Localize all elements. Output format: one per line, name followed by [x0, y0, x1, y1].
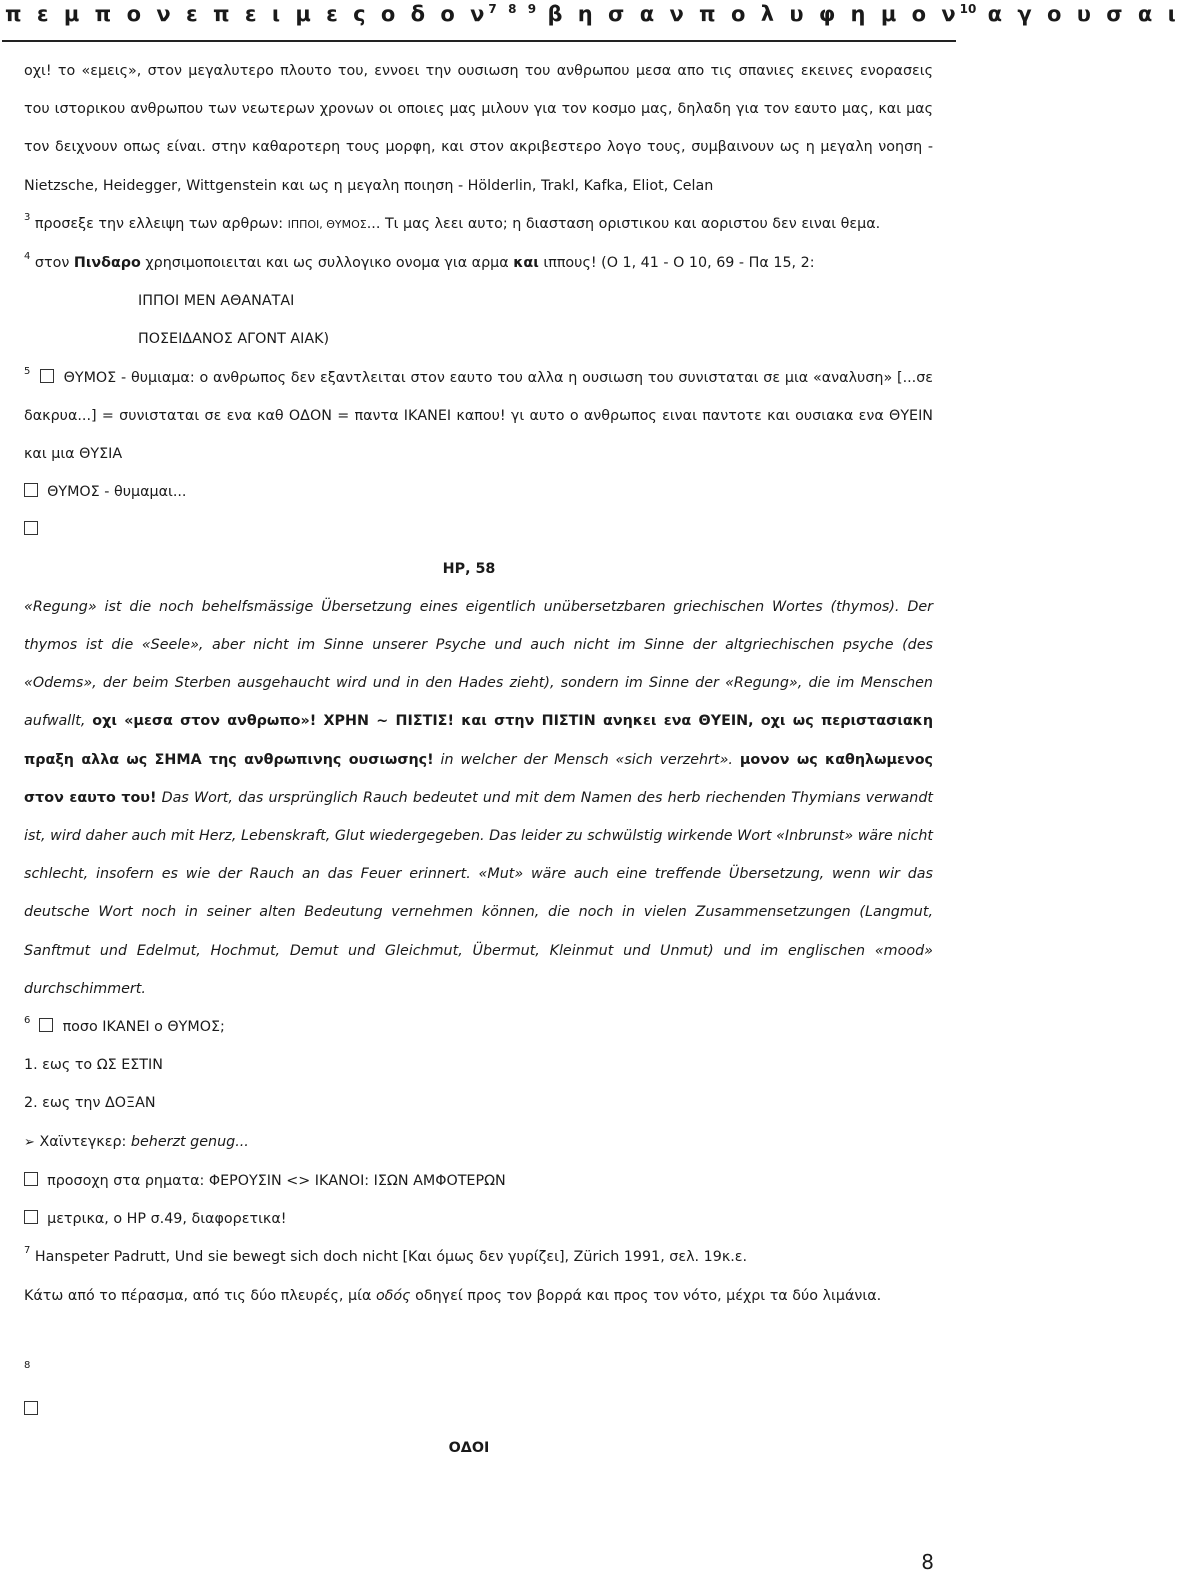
- checkbox-icon: [24, 1401, 38, 1415]
- header-text-2: β η σ α ν π ο λ υ φ η μ ο ν: [547, 2, 960, 26]
- section-heading-odoi: ΟΔΟΙ: [448, 1440, 490, 1457]
- footnote-ref-7[interactable]: 7: [488, 2, 497, 16]
- checkbox-icon: [40, 369, 54, 383]
- checkbox-icon: [24, 1210, 38, 1224]
- list-item: 2. εως την ΔΟΞΑΝ: [24, 1095, 156, 1112]
- footnote-3: $^3$ προσεξε την ελλειψη των αρθρων: ΙΠΠΟΙ, ΘΥΜΟΣ... Τι μας λεει αυτο; η διασταση οριστικου και αοριστου δεν ειναι θεμα.: [24, 211, 881, 232]
- footnote-6: $^6$ ποσο ΙΚΑΝΕΙ ο ΘΥΜΟΣ;: [24, 1015, 225, 1036]
- thymos-line: ΘΥΜΟΣ - θυμαμαι...: [5, 473, 933, 511]
- footnote-7: $^7$ Hanspeter Padrutt, Und sie bewegt sich doch nicht [Και όμως δεν γυρίζει], Zürich 1991, σελ. 19κ.ε.: [24, 1245, 748, 1266]
- header-text-3: α γ ο υ σ α ι: [987, 2, 1180, 26]
- footnote-4: $^4$ στον Πινδαρο χρησιμοποιειται και ως συλλογικο ονομα για αρμα και ιππους! (Ο 1, 41 - Ο 10, 69 - Πα 15, 2:: [24, 251, 815, 272]
- spacer: [5, 1315, 933, 1353]
- footnote-ref-8[interactable]: 8: [508, 2, 517, 16]
- checkbox-icon: [24, 521, 38, 535]
- list-item: 1. εως το ΩΣ ΕΣΤΙΝ: [24, 1057, 163, 1074]
- metrics-line: μετρικα, ο ΗΡ σ.49, διαφορετικα!: [5, 1200, 933, 1238]
- attention-line: προσοχη στα ρηματα: ΦΕΡΟΥΣΙΝ <> ΙΚΑΝΟΙ: ΙΣΩΝ ΑΜΦΟΤΕΡΩΝ: [5, 1162, 933, 1200]
- quote-line-1: ΙΠΠΟΙ ΜΕΝ ΑΘΑΝΑΤΑΙ: [138, 293, 295, 310]
- page-number: 8: [921, 1550, 934, 1574]
- header-divider: [2, 40, 956, 42]
- heidegger-line: ➢ Χαϊντεγκερ: beherzt genug...: [24, 1133, 249, 1150]
- section-heading-hr58: ΗΡ, 58: [442, 560, 496, 577]
- paragraph-intro: οχι! το «εμεις», στον μεγαλυτερο πλουτο του, εννοει την ουσιωση του ανθρωπου μεσα απο τις σπανιες εκεινες ενορασεις του ιστορικου ανθρωπου των νεωτερων χρονων οι οποιες μας μιλουν για τον κοσμο μας, δηλαδη για τον εαυτο μας, και μας τον δειχνουν οπως είναι. στην καθαροτερη τους μορφη, και στον ακριβεστερο λογο τους, συμβαινουν ως η μεγαλη νοηση - Nietzsche, Heidegger, Wittgenstein και ως η μεγαλη ποιηση - Hölderlin, Trakl, Kafka, Eliot, Celan: [24, 63, 933, 194]
- footnote-number: 4: [24, 251, 31, 263]
- checkbox-icon: [39, 1018, 53, 1032]
- arrow-bullet-icon: ➢: [24, 1134, 35, 1150]
- footnote-ref-9[interactable]: 9: [527, 2, 537, 16]
- footnote-number: 3: [24, 211, 31, 223]
- document-body: [5, 52, 933, 1467]
- empty-box-line: [5, 511, 933, 549]
- page-header: [5, 2, 1180, 26]
- footnote-ref-10[interactable]: 10: [959, 2, 977, 16]
- quote-line-2: ΠΟΣΕΙΔΑΝΟΣ ΑΓΟΝΤ ΑΙΑΚ): [138, 331, 330, 348]
- footnote-8: [5, 1353, 933, 1429]
- footnote-number: 6: [24, 1015, 31, 1027]
- passage-paragraph: Κάτω από το πέρασμα, από τις δύο πλευρές, μία οδός οδηγεί προς τον βορρά και προς τον νότο, μέχρι τα δύο λιμάνια.: [24, 1287, 882, 1304]
- header-text-1: π ε μ π ο ν ε π ε ι μ ε ς ο δ ο ν: [5, 2, 489, 26]
- checkbox-icon: [24, 483, 38, 497]
- footnote-number: 8: [24, 1359, 31, 1371]
- german-quote: «Regung» ist die noch behelfsmässige Übersetzung eines eigentlich unübersetzbaren griechischen Wortes (thymos). Der thymos ist die «Seele», aber nicht im Sinne unserer Psyche und auch nicht im Sinne der altgriechischen psyche (des «Odems», der beim Sterben ausgehaucht wird und in den Hades zieht), sondern im Sinne der «Regung», die im Menschen aufwallt, οχι «μεσα στον ανθρωπο»! ΧΡΗΝ ~ ΠΙΣΤΙΣ! και στην ΠΙΣΤΙΝ ανηκει ενα ΘΥΕΙΝ, οχι ως περιστασιακη πραξη αλλα ως ΣΗΜΑ της ανθρωπινης ουσιωσης! in welcher der Mensch «sich verzehrt». μονον ως καθηλωμενος στον εαυτο του! Das Wort, das ursprünglich Rauch bedeutet und mit dem Namen des herb riechenden Thymians verwandt ist, wird daher auch mit Herz, Lebenskraft, Glut wiedergegeben. Das leider zu schwülstig wirkende Wort «Inbrunst» wäre nicht schlecht, insofern es wie der Rauch an das Feuer erinnert. «Mut» wäre auch eine treffende Übersetzung, wenn wir das deutsche Wort noch in seiner alten Bedeutung vernehmen können, die noch in vielen Zusammensetzungen (Langmut, Sanftmut und Edelmut, Hochmut, Demut und Gleichmut, Übermut, Kleinmut und Unmut) und im englischen «mood» durchschimmert.: [24, 598, 934, 997]
- footnote-number: 5: [24, 365, 31, 377]
- footnote-5: $^5$ ΘΥΜΟΣ - θυμιαμα: ο ανθρωπος δεν εξαντλειται στον εαυτο του αλλα η ουσιωση του συνισταται σε μια «αναλυση» [...σε δακρυα...] = συνισταται σε ενα καθ ΟΔΟΝ = παντα ΙΚΑΝΕΙ καπου! γι αυτο ο ανθρωπος ειναι παντοτε και ουσιακα ενα ΘΥΕΙΝ και μια ΘΥΣΙΑ: [24, 365, 933, 463]
- footnote-number: 7: [24, 1245, 31, 1257]
- checkbox-icon: [24, 1172, 38, 1186]
